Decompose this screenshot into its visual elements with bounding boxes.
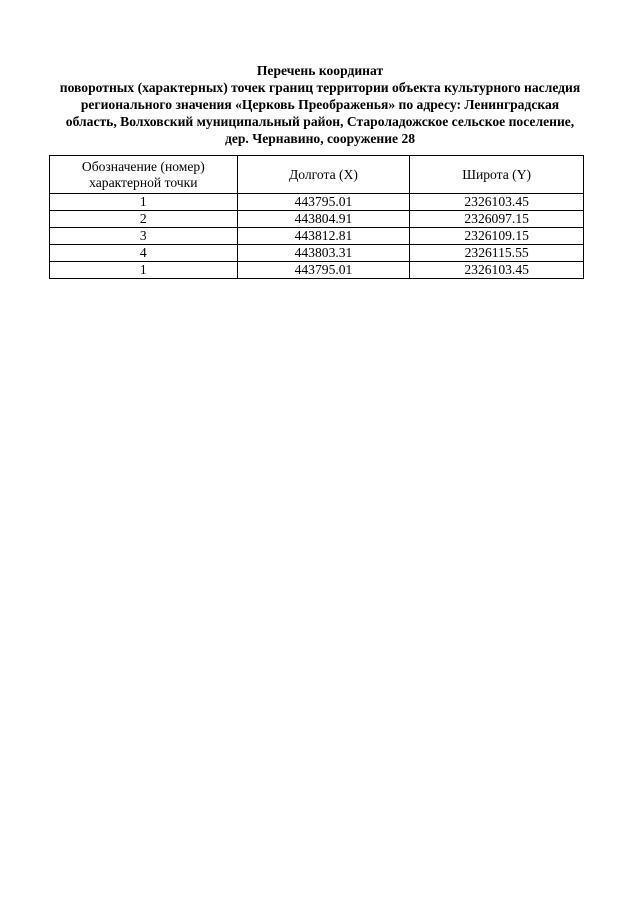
- title-line-3: регионального значения «Церковь Преображенья» по адресу: Ленинградская: [80, 97, 560, 112]
- title-line-2: поворотных (характерных) точек границ территории объекта культурного наследия: [59, 80, 581, 95]
- header-longitude-x: Долгота (X): [237, 156, 410, 194]
- table-row: [50, 228, 584, 245]
- header-latitude-y: Широта (Y): [410, 156, 584, 194]
- title-line-1: Перечень координат: [256, 63, 384, 78]
- cell-point: 1: [50, 194, 238, 211]
- cell-point: 4: [50, 245, 238, 262]
- cell-point: 1: [50, 262, 238, 279]
- document-title: [40, 62, 600, 147]
- cell-y: 2326115.55: [410, 245, 584, 262]
- cell-point: 2: [50, 211, 238, 228]
- cell-x: 443795.01: [237, 194, 410, 211]
- table-header-row: [50, 156, 584, 194]
- title-line-4: область, Волховский муниципальный район, Староладожское сельское поселение,: [65, 114, 575, 129]
- cell-point: 3: [50, 228, 238, 245]
- header-point-line-2: характерной точки: [89, 174, 198, 190]
- cell-y: 2326097.15: [410, 211, 584, 228]
- cell-y: 2326103.45: [410, 194, 584, 211]
- cell-x: 443804.91: [237, 211, 410, 228]
- coordinates-table: [49, 155, 584, 279]
- table-row: [50, 211, 584, 228]
- table-row: [50, 245, 584, 262]
- header-point-line-1: Обозначение (номер): [81, 158, 205, 174]
- header-point-number: [50, 156, 238, 194]
- cell-y: 2326103.45: [410, 262, 584, 279]
- cell-y: 2326109.15: [410, 228, 584, 245]
- cell-x: 443795.01: [237, 262, 410, 279]
- cell-x: 443803.31: [237, 245, 410, 262]
- table-row: [50, 194, 584, 211]
- title-line-5: дер. Чернавино, сооружение 28: [224, 131, 416, 146]
- table-row: [50, 262, 584, 279]
- cell-x: 443812.81: [237, 228, 410, 245]
